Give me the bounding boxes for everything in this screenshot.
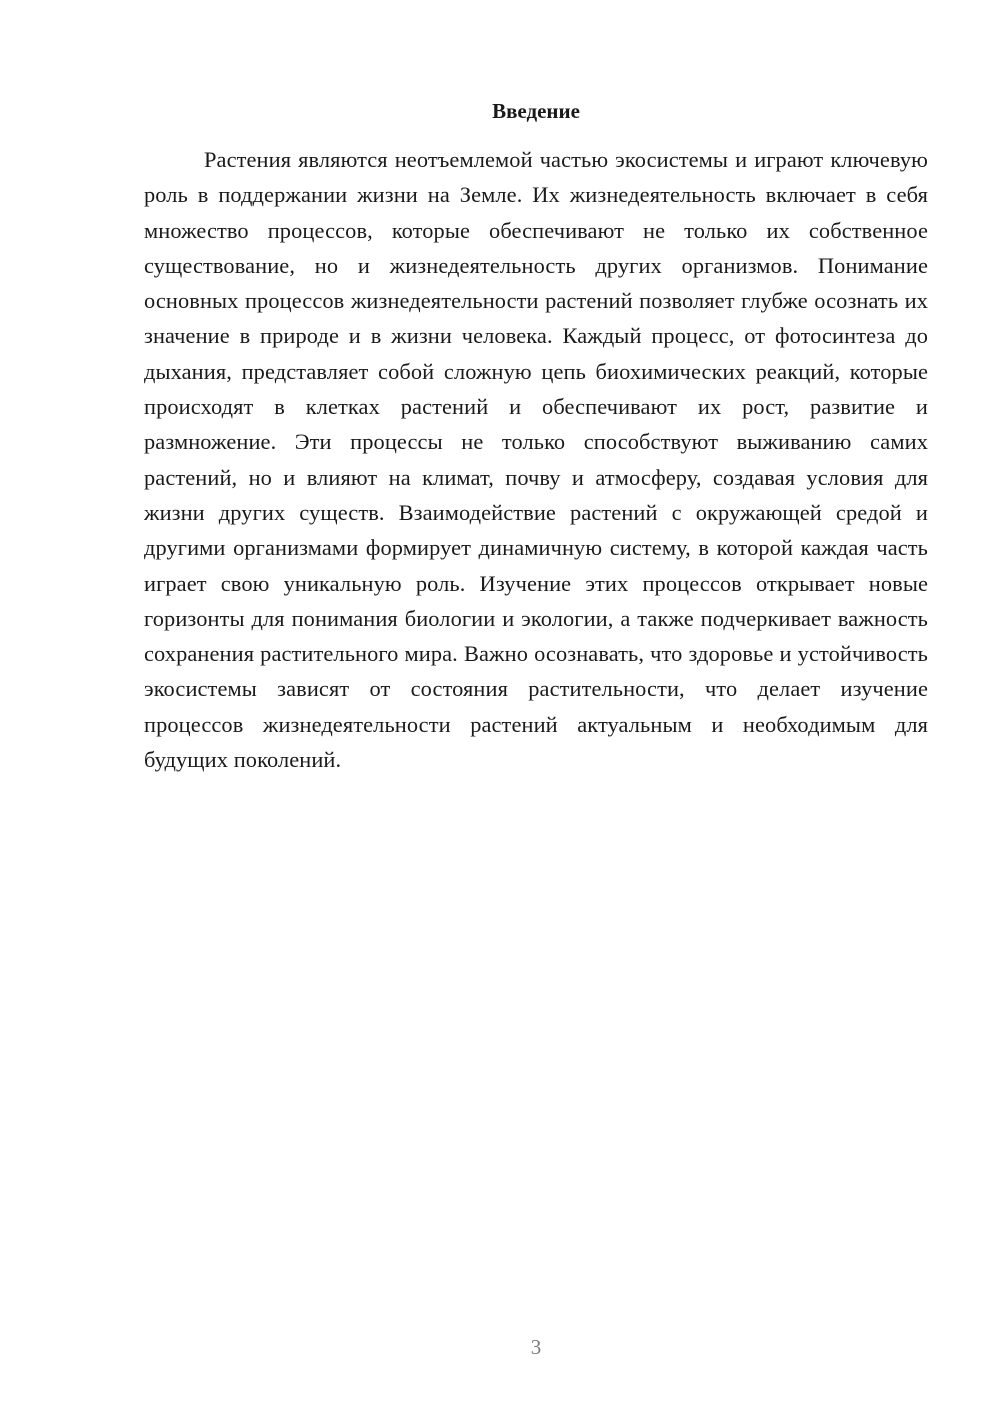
section-heading: Введение (492, 99, 580, 123)
page-number: 3 (530, 1335, 542, 1359)
body-paragraph: Растения являются неотъемлемой частью экосистемы и играют ключевую роль в поддержании жизни на Земле. Их жизнедеятельность включает в себя множество процессов, которые обеспечивают не только их собственное существование, но и жизнедеятельность других организмов. Понимание основных процессов жизнедеятельности растений позволяет глубже осознать их значение в природе и в жизни человека. Каждый процесс, от фотосинтеза до дыхания, представляет собой сложную цепь биохимических реакций, которые происходят в клетках растений и обеспечивают их рост, развитие и размножение. Эти процессы не только способствуют выживанию самих растений, но и влияют на климат, почву и атмосферу, создавая условия для жизни других существ. Взаимодействие растений с окружающей средой и другими организмами формирует динамичную систему, в которой каждая часть играет свою уникальную роль. Изучение этих процессов открывает новые горизонты для понимания биологии и экологии, а также подчеркивает важность сохранения растительного мира. Важно осознавать, что здоровье и устойчивость экосистемы зависят от состояния растительности, что делает изучение процессов жизнедеятельности растений актуальным и необходимым для будущих поколений. (144, 147, 928, 773)
